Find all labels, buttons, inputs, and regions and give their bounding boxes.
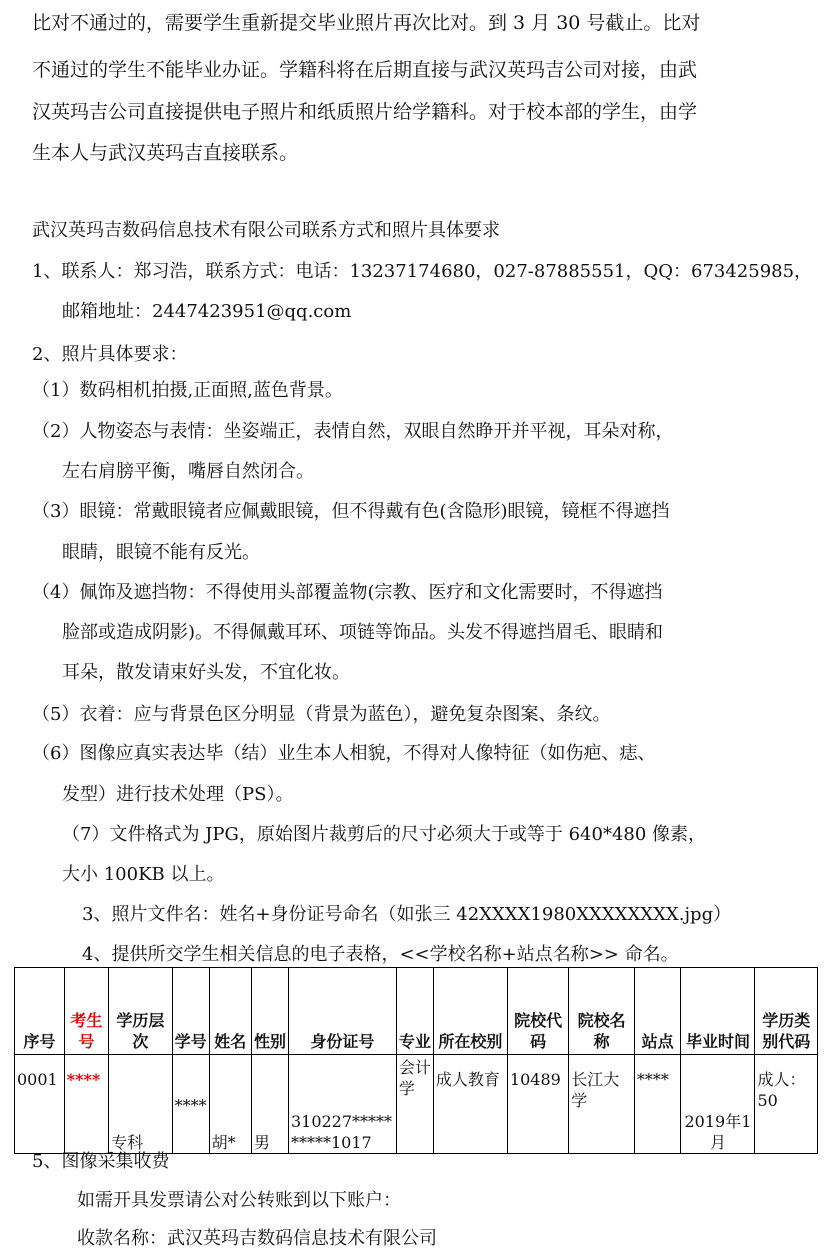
- cell-gender: 男: [251, 1055, 288, 1154]
- header-id-no: 身份证号: [288, 968, 396, 1055]
- header-grad-time: 毕业时间: [681, 968, 755, 1055]
- section-title: 武汉英玛吉数码信息技术有限公司联系方式和照片具体要求: [32, 220, 500, 241]
- header-category-code: 学历类别代码: [755, 968, 818, 1055]
- contact-line-2: 邮箱地址：2447423951@qq.com: [62, 301, 352, 322]
- photo-req-item-6: （6）图像应真实表达毕（结）业生本人相貌，不得对人像特征（如伤疤、痣、: [32, 743, 656, 764]
- header-level: 学历层次: [109, 968, 172, 1055]
- photo-req-item-7: （7）文件格式为 JPG，原始图片裁剪后的尺寸必须大于或等于 640*480 像素，: [62, 824, 707, 845]
- photo-req-item-3-cont: 眼睛，眼镜不能有反光。: [62, 542, 260, 563]
- fee-payee: 收款名称：武汉英玛吉数码信息技术有限公司: [77, 1228, 437, 1249]
- fee-title: 5、图像采集收费: [32, 1151, 170, 1172]
- photo-req-item-3: （3）眼镜：常戴眼镜者应佩戴眼镜，但不得戴有色(含隐形)眼镜，镜框不得遮挡: [32, 501, 670, 522]
- table-row: [15, 1055, 818, 1154]
- header-seq: 序号: [15, 968, 65, 1055]
- photo-req-item-7-cont: 大小 100KB 以上。: [62, 864, 225, 885]
- intro-line-2: 不通过的学生不能毕业办证。学籍科将在后期直接与武汉英玛吉公司对接，由武: [32, 59, 698, 81]
- header-school-code: 院校代码: [507, 968, 568, 1055]
- table-header-row: [15, 968, 818, 1055]
- header-site: 站点: [634, 968, 681, 1055]
- photo-req-item-4-cont-1: 脸部或造成阴影)。不得佩戴耳环、项链等饰品。头发不得遮挡眉毛、眼睛和: [62, 622, 664, 643]
- header-gender: 性别: [251, 968, 288, 1055]
- header-name: 姓名: [209, 968, 251, 1055]
- cell-level: 专科: [109, 1055, 172, 1154]
- header-school: 所在校别: [433, 968, 507, 1055]
- header-exam-no: 考生号: [64, 968, 108, 1055]
- cell-grad-time: 2019年1月: [681, 1055, 755, 1154]
- cell-seq: 0001: [15, 1055, 65, 1154]
- header-student-no: 学号: [172, 968, 209, 1055]
- fee-invoice: 如需开具发票请公对公转账到以下账户：: [77, 1190, 401, 1211]
- intro-line-3: 汉英玛吉公司直接提供电子照片和纸质照片给学籍科。对于校本部的学生，由学: [32, 101, 698, 123]
- cell-school-code: 10489: [507, 1055, 568, 1154]
- student-info-table: [14, 967, 818, 1152]
- cell-site: ****: [634, 1055, 681, 1154]
- photo-req-item-6-cont: 发型）进行技术处理（PS）。: [62, 784, 294, 805]
- photo-req-item-4-cont-2: 耳朵，散发请束好头发，不宜化妆。: [62, 662, 350, 683]
- cell-id-no: 310227**********1017: [288, 1055, 396, 1154]
- intro-line-4: 生本人与武汉英玛吉直接联系。: [32, 142, 299, 164]
- cell-name: 胡*: [209, 1055, 251, 1154]
- photo-req-item-2-cont: 左右肩膀平衡，嘴唇自然闭合。: [62, 461, 314, 482]
- header-school-name: 院校名称: [569, 968, 635, 1055]
- cell-school: 成人教育: [433, 1055, 507, 1154]
- photo-req-title: 2、照片具体要求：: [32, 344, 188, 365]
- cell-major: 会计学: [396, 1055, 433, 1154]
- header-major: 专业: [396, 968, 433, 1055]
- intro-line-1: 比对不通过的，需要学生重新提交毕业照片再次比对。到 3 月 30 号截止。比对: [32, 12, 701, 34]
- cell-student-no: ****: [172, 1055, 209, 1154]
- cell-category-code: 成人：50: [755, 1055, 818, 1154]
- photo-req-item-4: （4）佩饰及遮挡物：不得使用头部覆盖物(宗教、医疗和文化需要时，不得遮挡: [32, 582, 663, 603]
- contact-line-1: 1、联系人：郑习浩，联系方式：电话：13237174680，027-87885551，QQ：673425985，: [32, 261, 813, 282]
- photo-req-item-1: （1）数码相机拍摄,正面照,蓝色背景。: [32, 380, 343, 401]
- photo-req-item-5: （5）衣着：应与背景色区分明显（背景为蓝色），避免复杂图案、条纹。: [32, 704, 611, 725]
- spreadsheet-naming: 4、提供所交学生相关信息的电子表格，<<学校名称+站点名称>> 命名。: [82, 944, 679, 965]
- cell-school-name: 长江大学: [569, 1055, 635, 1154]
- cell-exam-no: ****: [64, 1055, 108, 1154]
- photo-req-item-2: （2）人物姿态与表情：坐姿端正，表情自然，双眼自然睁开并平视，耳朵对称，: [32, 421, 674, 442]
- file-naming: 3、照片文件名：姓名+身份证号命名（如张三 42XXXX1980XXXXXXXX.jpg）: [82, 904, 732, 925]
